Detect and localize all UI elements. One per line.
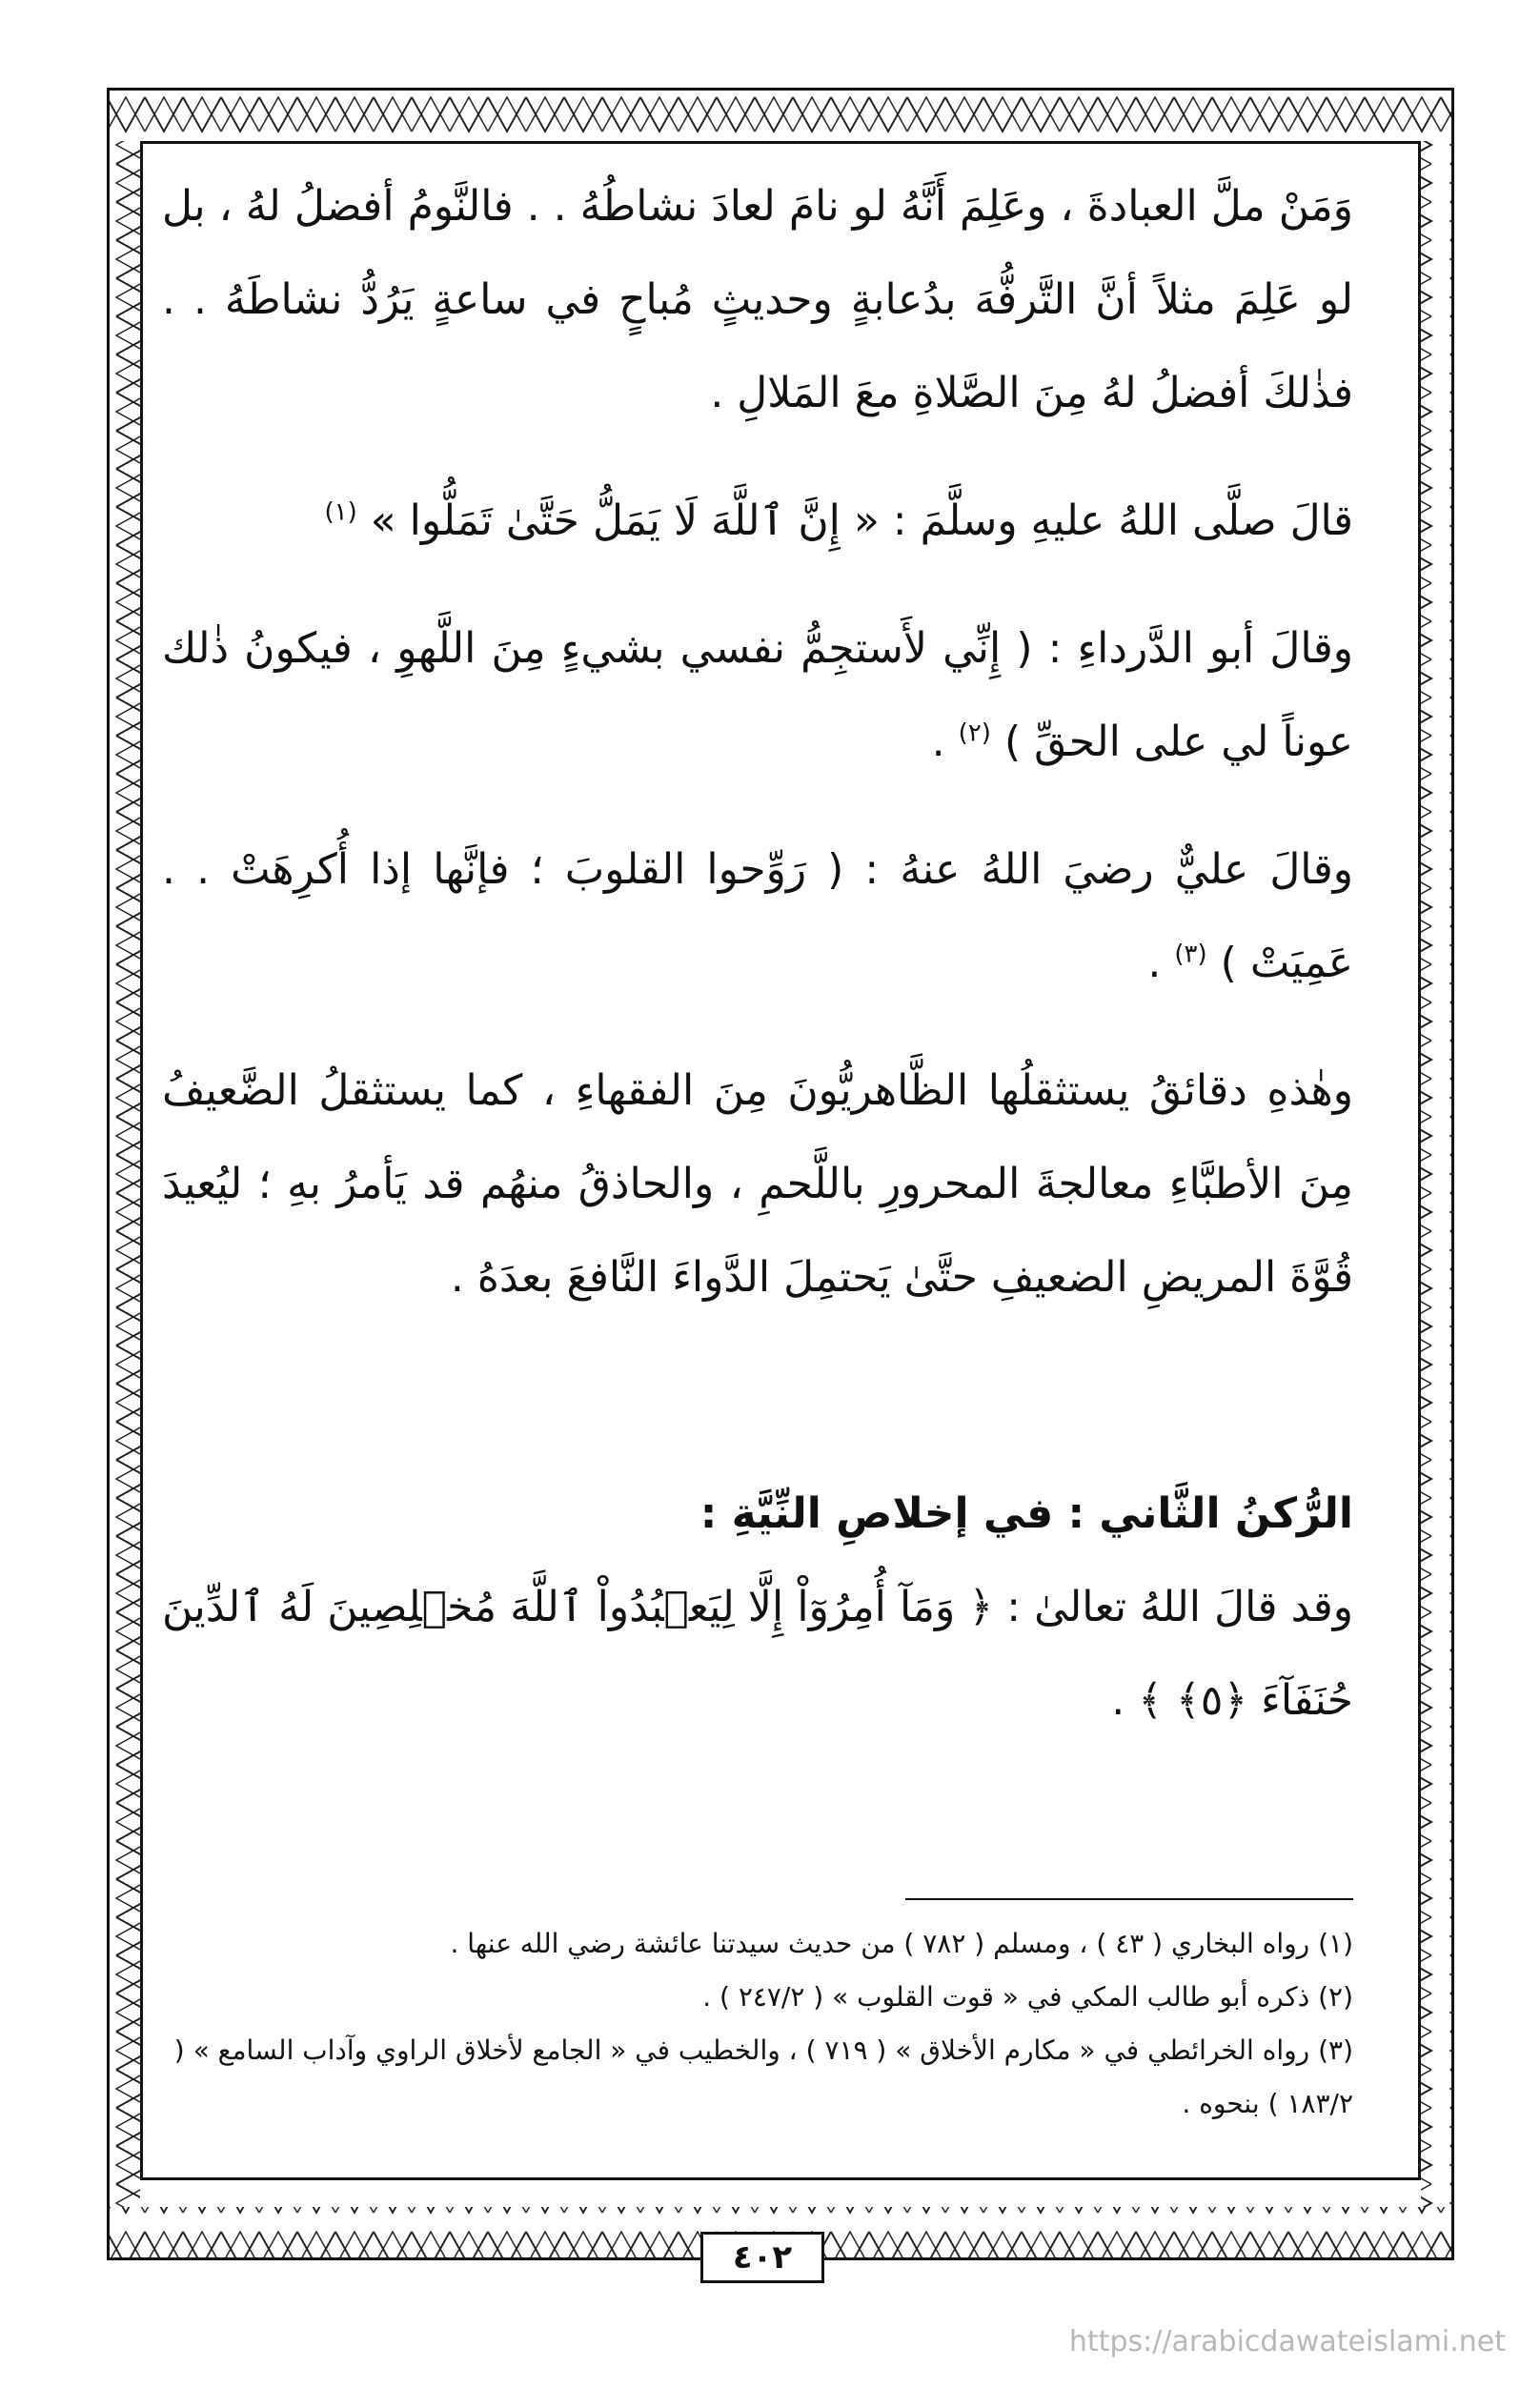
footnotes (162, 1917, 1353, 2131)
page-number: ٤٠٢ (700, 2232, 824, 2283)
footnote-separator (905, 1898, 1353, 1900)
paragraph-2: قالَ صلَّى اللهُ عليهِ وسلَّمَ : « إِنَّ ٱللَّهَ لَا يَمَلُّ حَتَّىٰ تَمَلُّوا » $^{(١)}$ (324, 496, 1353, 545)
section-heading: الرُّكنُ الثَّاني : في إخلاصِ النِّيَّةِ : (699, 1489, 1353, 1538)
main-text (162, 160, 1353, 1782)
paragraph-4: وقالَ عليٌّ رضيَ اللهُ عنهُ : ( رَوِّحوا القلوبَ ؛ فإنَّها إذا أُكرِهَتْ . . عَمِيَتْ ) $^{(٣)}$ . (162, 845, 1353, 987)
footnote-1: (١) رواه البخاري ( ٤٣ ) ، ومسلم ( ٧٨٢ ) من حديث سيدتنا عائشة رضي الله عنها . (450, 1928, 1353, 1959)
footnote-2: (٢) ذكره أبو طالب المكي في « قوت القلوب » ( ٢٤٧/٢ ) . (702, 1981, 1353, 2013)
watermark: https://arabicdawateislami.net (1068, 2325, 1506, 2358)
footnote-3: (٣) رواه الخرائطي في « مكارم الأخلاق » ( ٧١٩ ) ، والخطيب في « الجامع لأخلاق الراوي وآداب السامع » ( ١٨٣/٢ ) بنحوه . (173, 2034, 1353, 2119)
footnote-mark-1: (١) (324, 497, 357, 527)
paragraph-3: وقالَ أبو الدَّرداءِ : ( إِنِّي لأَستجِمُّ نفسي بشيءٍ مِنَ اللَّهوِ ، فيكونُ ذٰلك عوناً لي على الحقِّ ) $^{(٢)}$ . (162, 624, 1353, 766)
paragraph-5: وهٰذهِ دقائقُ يستثقلُها الظَّاهريُّونَ مِنَ الفقهاءِ ، كما يستثقلُ الضَّعيفُ مِنَ الأطبَّاءِ معالجةَ المحرورِ باللَّحمِ ، والحاذقُ منهُم قد يَأمرُ بهِ ؛ ليُعيدَ قُوَّةَ المريضِ الضعيفِ حتَّىٰ يَحتمِلَ الدَّواءَ النَّافعَ بعدَهُ . (162, 1066, 1353, 1302)
footnote-mark-2: (٢) (958, 718, 991, 748)
quran-paragraph: وقد قالَ اللهُ تعالىٰ : ﴿ وَمَآ أُمِرُوٓاْ إِلَّا لِيَعۡبُدُواْ ٱللَّهَ مُخۡلِصِينَ لَهُ ٱلدِّينَ حُنَفَآءَ ﴿٥﴾ ﴾ . (162, 1583, 1353, 1725)
footnote-mark-3: (٣) (1174, 940, 1207, 969)
paragraph-1: وَمَنْ ملَّ العبادةَ ، وعَلِمَ أَنَّهُ لو نامَ لعادَ نشاطُهُ . . فالنَّومُ أفضلُ لهُ ، بل لو عَلِمَ مثلاً أنَّ التَّرفُّهَ بدُعابةٍ وحديثٍ مُباحٍ في ساعةٍ يَرُدُّ نشاطَهُ . . فذٰلكَ أفضلُ لهُ مِنَ الصَّلاةِ معَ المَلالِ . (162, 182, 1353, 417)
